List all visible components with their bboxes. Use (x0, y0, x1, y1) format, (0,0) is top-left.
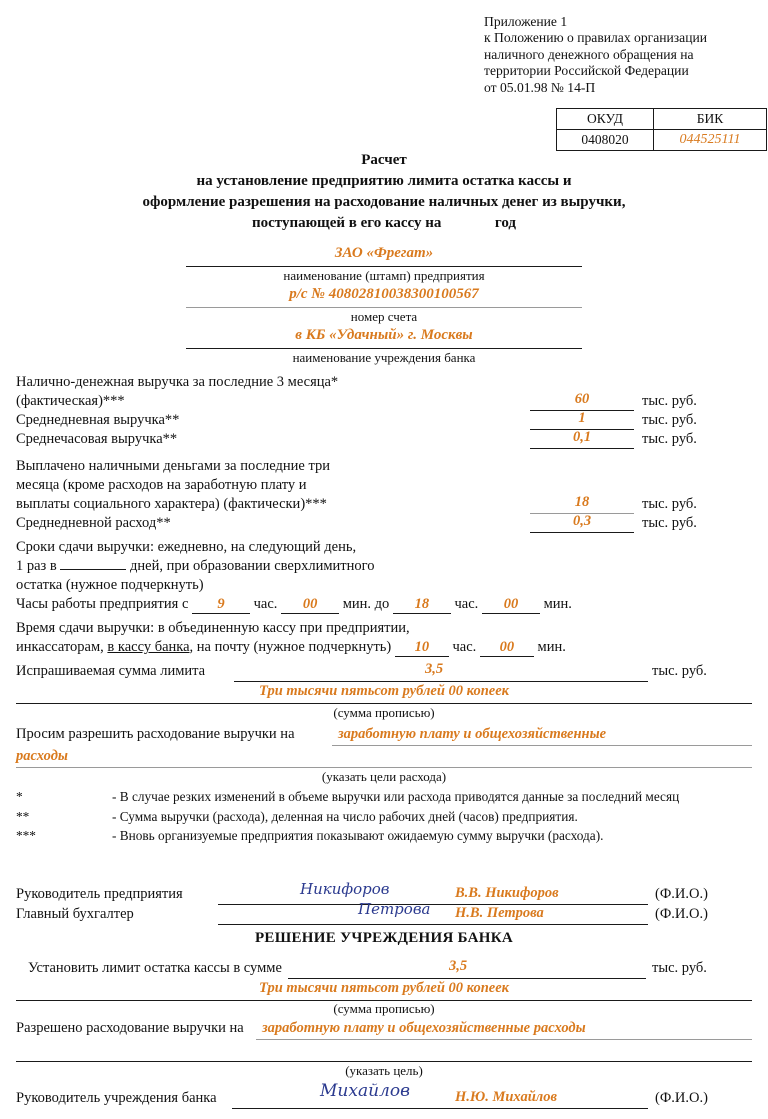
decision-allow-rule-2 (16, 1061, 752, 1062)
daily-revenue-value: 1 (578, 410, 586, 426)
daily-expense-unit: тыс. руб. (642, 515, 697, 531)
bik-header: БИК (654, 109, 767, 130)
accountant-signature-rule (218, 924, 648, 925)
bank-head-label: Руководитель учреждения банка (16, 1090, 217, 1106)
hourly-revenue-label: Среднечасовая выручка** (16, 431, 178, 447)
hourly-revenue-rule (530, 448, 634, 449)
purpose-caption: (указать цели расхода) (321, 769, 447, 784)
working-hours-row (16, 596, 572, 614)
purpose-value-line-2: расходы (16, 748, 68, 764)
accountant-label: Главный бухгалтер (16, 906, 134, 922)
purpose-value-line-1: заработную плату и общехозяйственные (338, 726, 607, 742)
decision-allow-caption: (указать цель) (345, 1063, 423, 1078)
limit-words-value: Три тысячи пятьсот рублей 00 копеек (258, 683, 510, 699)
enterprise-name-rule (186, 266, 582, 267)
daily-revenue-label: Среднедневная выручка** (16, 412, 180, 428)
decision-limit-words: Три тысячи пятьсот рублей 00 копеек (258, 980, 510, 996)
paid-label-line-2: месяца (кроме расходов на заработную плату и (16, 477, 307, 493)
limit-unit: тыс. руб. (652, 663, 707, 679)
director-name: В.В. Никифоров (455, 885, 559, 901)
paid-label-line-1: Выплачено наличными деньгами за последние три (16, 458, 330, 474)
director-signature-rule (218, 904, 648, 905)
limit-words-rule (16, 703, 752, 704)
bank-name-rule (186, 348, 582, 349)
working-hours-unit-hour-1: час. (253, 596, 278, 612)
working-hours-from-minute: 00 (281, 596, 339, 614)
title-line-1: Расчет (361, 152, 407, 168)
footnotes (16, 788, 756, 845)
working-hours-to-minute: 00 (482, 596, 540, 614)
director-label: Руководитель предприятия (16, 886, 183, 902)
title-line-3: оформление разрешения на расходование наличных денег из выручки, (142, 194, 626, 210)
limit-words-caption: (сумма прописью) (333, 705, 435, 720)
appendix-line-1: Приложение 1 (484, 14, 568, 29)
bank-head-fio-caption: (Ф.И.О.) (655, 1090, 708, 1106)
okud-header: ОКУД (557, 109, 654, 130)
purpose-rule-1 (332, 745, 752, 746)
limit-value: 3,5 (424, 661, 444, 677)
account-number-rule (186, 307, 582, 308)
daily-expense-label: Среднедневной расход** (16, 515, 171, 531)
decision-heading: РЕШЕНИЕ УЧРЕЖДЕНИЯ БАНКА (254, 930, 514, 946)
working-hours-unit-hour-2: час. (454, 596, 479, 612)
revenue-value: 60 (574, 391, 590, 407)
title-line-4-suffix: год (494, 215, 516, 231)
bank-name-value: в КБ «Удачный» г. Москвы (295, 327, 473, 343)
paid-value: 18 (574, 494, 590, 510)
delivery-line-1: Время сдачи выручки: в объединенную кассу при предприятии, (16, 620, 410, 636)
director-fio-caption: (Ф.И.О.) (655, 886, 708, 902)
working-hours-label: Часы работы предприятия с (16, 596, 189, 612)
terms-line-2-suffix: дней, при образовании сверхлимитного (130, 558, 375, 574)
decision-limit-rule (288, 978, 646, 979)
delivery-time-unit-hour: час. (452, 639, 477, 655)
code-table (556, 108, 767, 151)
delivery-time-hour: 10 (395, 639, 449, 657)
hourly-revenue-value: 0,1 (572, 429, 592, 445)
code-table-header-row (557, 109, 767, 130)
decision-limit-label: Установить лимит остатка кассы в сумме (28, 960, 282, 976)
decision-allow-value: заработную плату и общехозяйственные расходы (262, 1020, 586, 1036)
account-number-caption: номер счета (350, 309, 418, 324)
terms-line-2 (16, 558, 374, 575)
footnote-text: - В случае резких изменений в объеме выручки или расхода приводятся данные за последний месяц (112, 789, 680, 804)
footnote-item (16, 788, 756, 806)
appendix-line-2: к Положению о правилах организации (484, 30, 708, 46)
daily-revenue-unit: тыс. руб. (642, 412, 697, 428)
revenue-unit: тыс. руб. (642, 393, 697, 409)
delivery-time-minute: 00 (480, 639, 534, 657)
code-table-value-row (557, 130, 767, 151)
enterprise-name-value: ЗАО «Фрегат» (334, 245, 434, 261)
limit-value-rule (234, 681, 648, 682)
revenue-label-line-2: (фактическая)*** (16, 393, 125, 409)
daily-expense-value: 0,3 (572, 513, 592, 529)
limit-label: Испрашиваемая сумма лимита (16, 663, 206, 679)
working-hours-unit-minute-1: мин. до (342, 596, 390, 612)
working-hours-unit-minute-2: мин. (543, 596, 572, 612)
footnote-item (16, 827, 756, 845)
appendix-line-5: от 05.01.98 № 14-П (484, 79, 596, 95)
accountant-name: Н.В. Петрова (455, 905, 544, 921)
appendix-line-3: наличного денежного обращения на (484, 46, 694, 62)
working-hours-from-hour: 9 (192, 596, 250, 614)
bank-head-signature-rule (232, 1108, 648, 1109)
accountant-fio-caption: (Ф.И.О.) (655, 906, 708, 922)
paid-label-line-3: выплаты социального характера) (фактически)*** (16, 496, 327, 512)
revenue-label-line-1: Налично-денежная выручка за последние 3 месяца* (16, 374, 339, 390)
terms-line-3: остатка (нужное подчеркнуть) (16, 577, 204, 593)
title-line-4 (0, 213, 768, 234)
delivery-time-unit-minute: мин. (537, 639, 566, 655)
paid-unit: тыс. руб. (642, 496, 697, 512)
footnote-text: - Вновь организуемые предприятия показывают ожидаемую сумму выручки (расхода). (112, 828, 604, 843)
delivery-option-bank-cashdesk: в кассу банка (107, 639, 190, 655)
working-hours-to-hour: 18 (393, 596, 451, 614)
okud-value: 0408020 (557, 130, 654, 151)
title-line-2: на установление предприятию лимита остатка кассы и (196, 173, 572, 189)
decision-allow-rule-1 (256, 1039, 752, 1040)
footnote-item (16, 808, 756, 826)
purpose-rule-2 (16, 767, 752, 768)
bank-name-caption: наименование учреждения банка (292, 350, 476, 365)
purpose-label: Просим разрешить расходование выручки на (16, 726, 295, 742)
decision-limit-value: 3,5 (448, 958, 468, 974)
account-number-value: р/с № 40802810038300100567 (289, 286, 479, 302)
enterprise-name-caption: наименование (штамп) предприятия (283, 268, 485, 283)
title-line-4-prefix: поступающей в его кассу на (251, 215, 442, 231)
document-title (0, 150, 768, 234)
delivery-line-2 (16, 639, 566, 657)
hourly-revenue-unit: тыс. руб. (642, 431, 697, 447)
director-signature: Никифоров (300, 880, 390, 898)
appendix-header (484, 14, 764, 96)
footnote-marker: *** (16, 828, 36, 843)
decision-allow-label: Разрешено расходование выручки на (16, 1020, 244, 1036)
bank-head-signature: Михайлов (320, 1081, 410, 1101)
delivery-line-2-suffix: , на почту (нужное подчеркнуть) (189, 639, 392, 655)
bank-head-name: Н.Ю. Михайлов (455, 1089, 557, 1105)
terms-line-2-prefix: 1 раз в (16, 558, 57, 574)
terms-days-value (60, 569, 126, 570)
daily-expense-rule (530, 532, 634, 533)
accountant-signature: Петрова (358, 900, 431, 918)
appendix-line-4: территории Российской Федерации (484, 63, 689, 79)
delivery-option-collectors: инкассаторам, (16, 639, 104, 655)
decision-limit-unit: тыс. руб. (652, 960, 707, 976)
decision-limit-words-caption: (сумма прописью) (333, 1001, 435, 1016)
footnote-marker: * (16, 789, 23, 804)
footnote-text: - Сумма выручки (расхода), деленная на число рабочих дней (часов) предприятия. (112, 808, 578, 824)
footnote-marker: ** (16, 808, 30, 824)
terms-line-1: Сроки сдачи выручки: ежедневно, на следующий день, (16, 539, 357, 555)
bik-value: 044525111 (654, 130, 767, 151)
